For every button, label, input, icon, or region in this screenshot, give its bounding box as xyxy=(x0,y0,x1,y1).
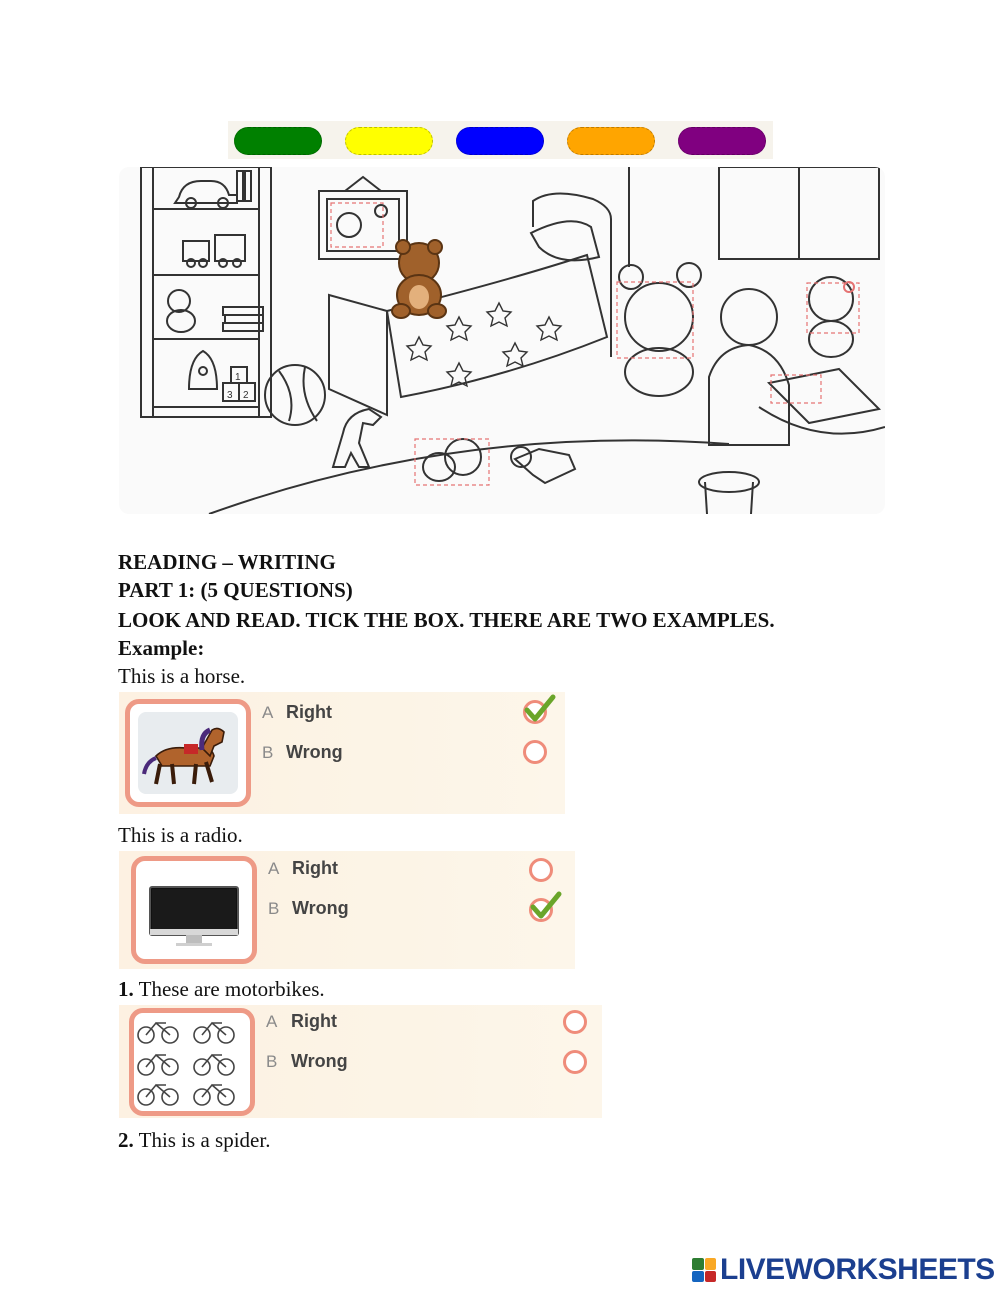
swatch-orange[interactable] xyxy=(567,127,655,155)
swatch-purple[interactable] xyxy=(678,127,766,155)
question-text: 1. These are motorbikes. xyxy=(118,977,325,1001)
option-b-label: Wrong xyxy=(291,1051,348,1071)
bed-headboard xyxy=(533,193,611,357)
color-palette xyxy=(228,121,773,159)
block-2-label: 2 xyxy=(243,390,249,401)
option-a-label: Right xyxy=(291,1011,337,1031)
part-title: PART 1: (5 QUESTIONS) xyxy=(118,578,353,602)
monitor-icon xyxy=(136,861,252,959)
question-text: 2. This is a spider. xyxy=(118,1128,271,1152)
option-a-radio[interactable] xyxy=(529,858,553,882)
option-b-letter: B xyxy=(268,899,280,918)
toy-rocket xyxy=(189,351,217,389)
bedroom-illustration xyxy=(119,167,885,514)
option-a-letter: A xyxy=(266,1012,278,1031)
option-a-letter: A xyxy=(268,859,280,878)
option-b-label: Wrong xyxy=(286,742,343,762)
hotspot-drawing-bear[interactable] xyxy=(771,375,821,403)
question-card-1 xyxy=(119,1005,602,1118)
option-a-label: Right xyxy=(286,702,332,722)
hotspot-big-teddy[interactable] xyxy=(617,282,693,358)
toy-train xyxy=(183,241,209,261)
shelf-teddy xyxy=(168,290,190,312)
bookshelf xyxy=(141,167,271,417)
wall-picture xyxy=(319,191,407,259)
question-image xyxy=(131,856,257,964)
block-3-label: 3 xyxy=(227,390,233,401)
check-icon xyxy=(529,891,563,921)
instruction-text: LOOK AND READ. TICK THE BOX. THERE ARE TWO EXAMPLES. xyxy=(118,608,775,632)
option-a-letter: A xyxy=(262,703,274,722)
brown-teddy-bear[interactable] xyxy=(392,240,446,318)
horse-icon xyxy=(130,704,246,802)
bed-footboard xyxy=(329,295,387,415)
rug xyxy=(209,440,729,514)
swatch-blue[interactable] xyxy=(456,127,544,155)
option-b-radio[interactable] xyxy=(563,1050,587,1074)
option-a-radio[interactable] xyxy=(563,1010,587,1034)
question-text: This is a horse. xyxy=(118,664,246,688)
question-text: This is a radio. xyxy=(118,823,243,847)
bicycles-icon xyxy=(134,1013,250,1111)
example-label: Example: xyxy=(118,636,205,660)
logo-icon xyxy=(692,1258,716,1282)
brand-name: LIVEWORKSHEETS xyxy=(720,1253,995,1286)
stool xyxy=(699,472,759,492)
boy xyxy=(721,289,777,345)
block-1-label: 1 xyxy=(235,372,241,383)
swatch-green[interactable] xyxy=(234,127,322,155)
check-icon xyxy=(523,694,557,724)
question-card-example-2 xyxy=(119,851,575,969)
option-b-label: Wrong xyxy=(292,898,349,918)
liveworksheets-logo xyxy=(692,1252,995,1288)
big-teddy-bear xyxy=(625,283,693,351)
question-card-example-1 xyxy=(119,692,565,814)
section-title: READING – WRITING xyxy=(118,550,336,574)
swatch-yellow[interactable] xyxy=(345,127,433,155)
question-image xyxy=(125,699,251,807)
toy-dinosaur xyxy=(333,409,381,467)
option-a-label: Right xyxy=(292,858,338,878)
option-b-radio[interactable] xyxy=(523,740,547,764)
question-image xyxy=(129,1008,255,1116)
pillow xyxy=(531,221,599,260)
bedroom-coloring-scene xyxy=(119,167,885,514)
ball xyxy=(265,365,325,425)
option-b-letter: B xyxy=(266,1052,278,1071)
option-b-letter: B xyxy=(262,743,274,762)
